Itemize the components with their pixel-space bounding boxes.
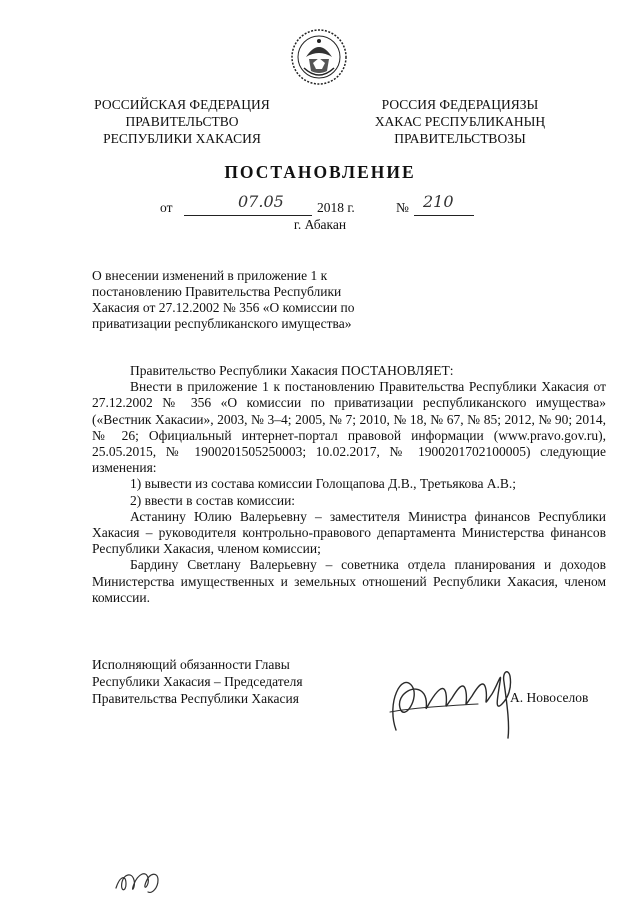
subject-line: О внесении изменений в приложение 1 к: [92, 268, 328, 283]
subject-line: постановлению Правительства Республики: [92, 284, 342, 299]
subject-line: приватизации республиканского имущества»: [92, 316, 352, 331]
position-line: Республики Хакасия – Председателя: [92, 674, 303, 689]
header-right-line: ПРАВИТЕЛЬСТВОЗЫ: [394, 131, 526, 146]
handwritten-number: 210: [423, 192, 454, 211]
subject-block: [92, 268, 364, 332]
handwritten-date: 07.05: [238, 192, 284, 211]
number-label: №: [396, 200, 409, 215]
header-left-line: ПРАВИТЕЛЬСТВО: [125, 114, 239, 129]
subject-line: Хакасия от 27.12.2002 № 356 «О комиссии по: [92, 300, 355, 315]
handwritten-mark: [112, 862, 164, 898]
appointee-1: Астанину Юлию Валерьевну – заместителя Министра финансов Республики Хакасия – руководителя контрольно-правового департамента Министерства финансов Республики Хакасия, членом комиссии;: [92, 508, 606, 557]
number-underline: [414, 214, 474, 216]
handwritten-signature: [382, 642, 530, 742]
position-line: Правительства Республики Хакасия: [92, 691, 299, 706]
header-khakas: [360, 96, 560, 147]
decree-body: [92, 363, 606, 606]
decree-item-1: 1) вывести из состава комиссии Голощапова Д.В., Третьякова А.В.;: [130, 476, 517, 492]
header-left-line: РОССИЙСКАЯ ФЕДЕРАЦИЯ: [94, 97, 270, 112]
appointee-2: Бардину Светлану Валерьевну – советника отдела планирования и доходов Министерства имущественных и земельных отношений Республики Хакасия, членом комиссии.: [92, 557, 606, 605]
header-right-line: ХАКАС РЕСПУБЛИКАНЫҢ: [374, 114, 546, 129]
date-underline: [184, 214, 312, 216]
decree-statement: Правительство Республики Хакасия ПОСТАНОВЛЯЕТ:: [130, 363, 454, 378]
header-left-line: РЕСПУБЛИКИ ХАКАСИЯ: [103, 131, 261, 146]
position-line: Исполняющий обязанности Главы: [92, 657, 290, 672]
coat-of-arms-emblem: [289, 27, 349, 87]
header-russian: [82, 96, 282, 147]
date-prefix: от: [160, 200, 173, 215]
city: г. Абакан: [293, 217, 347, 232]
decree-item-2: 2) ввести в состав комиссии:: [130, 492, 296, 508]
signatory-name: А. Новоселов: [510, 690, 589, 705]
year: 2018 г.: [317, 200, 355, 215]
decree-intro: Внести в приложение 1 к постановлению Правительства Республики Хакасия от 27.12.2002 № 356 «О комиссии по приватизации республиканского имущества» («Вестник Хакасии», 2003, № 3–4; 2005, № 7; 2010, № 18, № 67, № 85; 2012, № 90; 2014, № 26; Официальный интернет-портал правовой информации (www.pravo.gov.ru), 25.05.2015, № 1900201505250003; 10.02.2017, № 1900201702100005) следующие изменения:: [92, 379, 606, 476]
document-title: ПОСТАНОВЛЕНИЕ: [224, 162, 416, 182]
signatory-position: [92, 656, 303, 707]
header-right-line: РОССИЯ ФЕДЕРАЦИЯЗЫ: [381, 97, 539, 112]
